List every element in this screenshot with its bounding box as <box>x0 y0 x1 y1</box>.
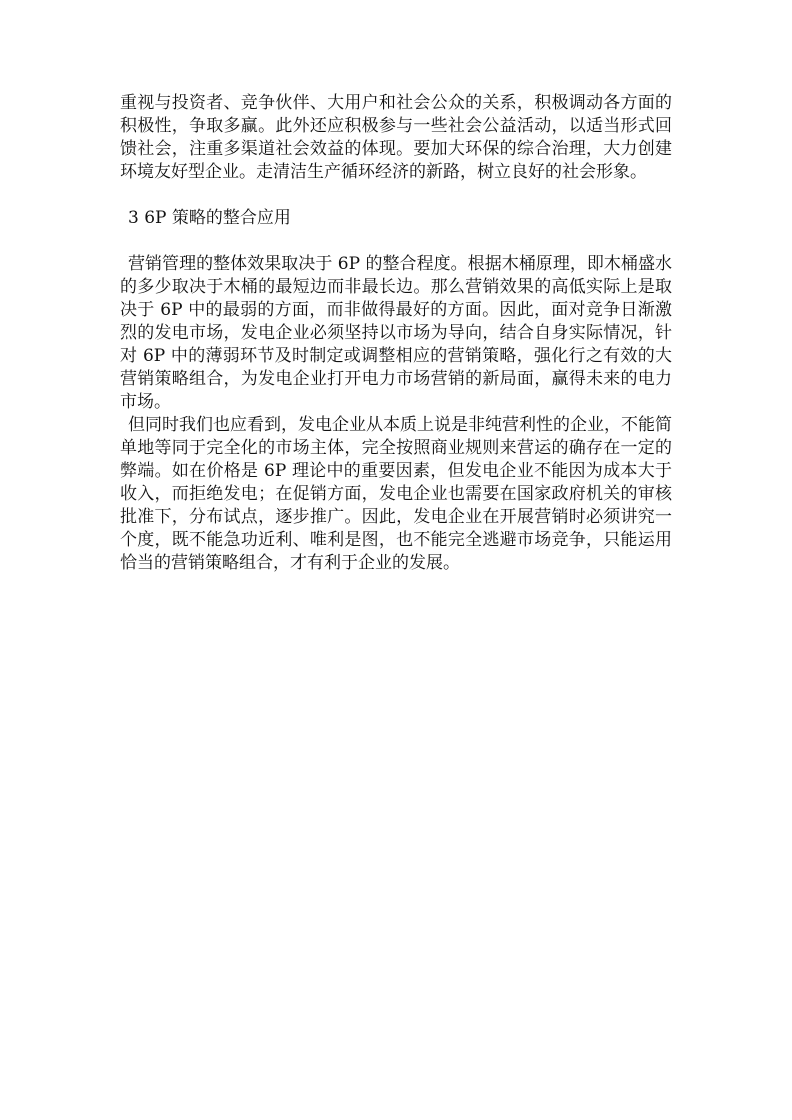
section-heading: 3 6P 策略的整合应用 <box>128 208 291 228</box>
paragraph-spacer <box>120 230 672 253</box>
paragraph-integration: 营销管理的整体效果取决于 6P 的整合程度。根据木桶原理，即木桶盛水的多少取决于木桶的最短边而非最长边。那么营销效果的高低实际上是取决于 6P 中的最弱的方面，而非做得最好的方面。因此，面对竞争日渐激烈的发电市场，发电企业必须坚持以市场为导向，结合自身实际情况，针对 6P 中的薄弱环节及时制定或调整相应的营销策略，强化行之有效的大营销策略组合，为发电企业打开电力市场营销的新局面，赢得未来的电力市场。 <box>120 254 672 412</box>
paragraph-caveat: 但同时我们也应看到，发电企业从本质上说是非纯营利性的企业，不能简单地等同于完全化的市场主体，完全按照商业规则来营运的确存在一定的弊端。如在价格是 6P 理论中的重要因素，但发电企业不能因为成本大于收入，而拒绝发电；在促销方面，发电企业也需要在国家政府机关的审核批准下，分布试点，逐步推广。因此，发电企业在开展营销时必须讲究一个度，既不能急功近利、唯利是图，也不能完全逃避市场竞争，只能运用恰当的营销策略组合，才有利于企业的发展。 <box>120 415 672 573</box>
paragraph-spacer <box>120 184 672 207</box>
paragraph-social-responsibility: 重视与投资者、竞争伙伴、大用户和社会公众的关系，积极调动各方面的积极性，争取多赢。此外还应积极参与一些社会公益活动，以适当形式回馈社会，注重多渠道社会效益的体现。要加大环保的综合治理，大力创建环境友好型企业。走清洁生产循环经济的新路，树立良好的社会形象。 <box>120 93 672 182</box>
document-body <box>120 92 672 575</box>
